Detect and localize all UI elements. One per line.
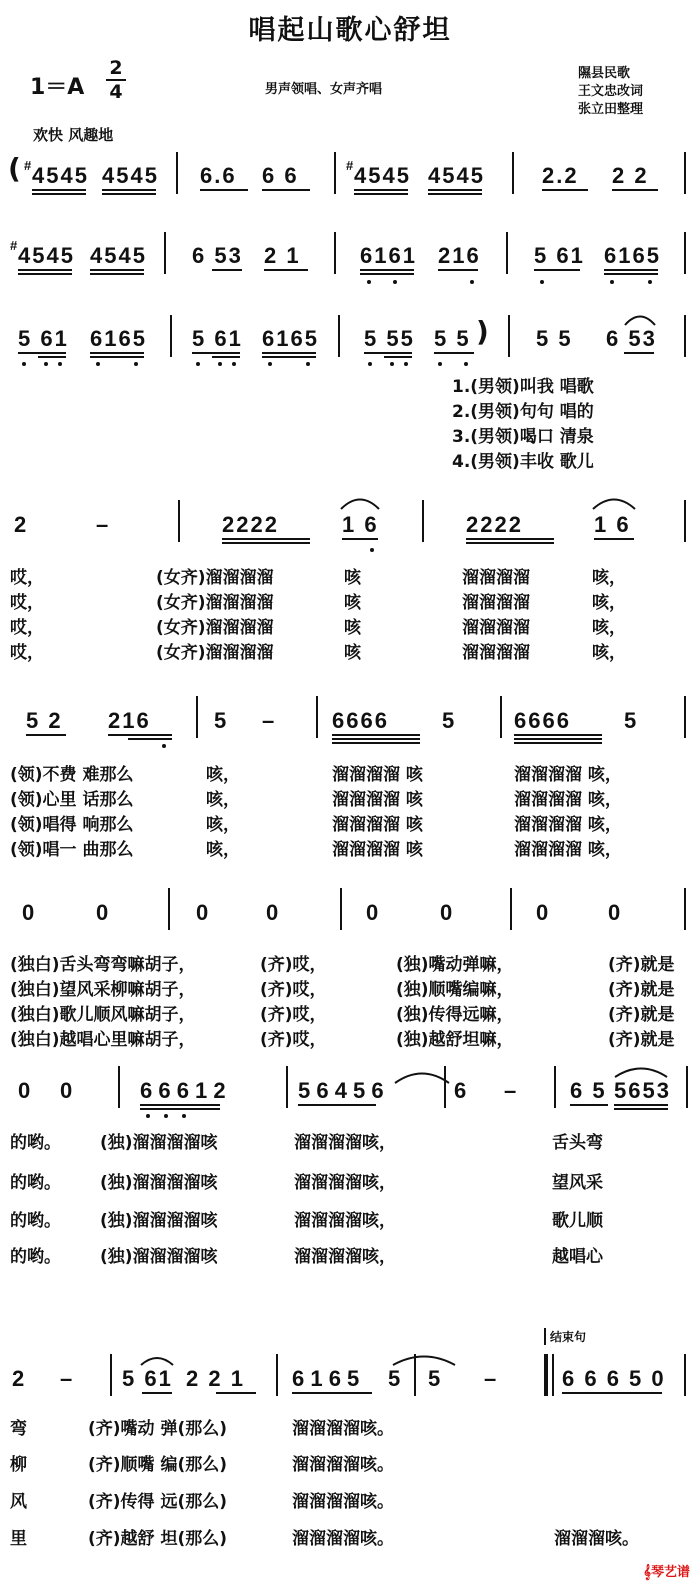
note-group: 5 (442, 708, 457, 733)
bar-line (178, 500, 180, 542)
bar-line (684, 232, 686, 274)
bar-line (684, 500, 686, 542)
credit-arranger: 张立田整理 (578, 102, 644, 117)
note-group: 5 55 (364, 326, 415, 351)
note-group: 5 6 4 5 6 (298, 1078, 384, 1103)
note-group: 5653 (614, 1078, 671, 1103)
bar-line (170, 315, 172, 357)
note-group: 5 (388, 1366, 403, 1391)
note-group: 0 (608, 900, 623, 925)
watermark-logo: 𝄞琴艺谱 (643, 1565, 690, 1580)
note-group: – (60, 1366, 75, 1391)
credit-lyricist: 王文忠改词 (578, 84, 644, 99)
note-group: 5 5 (536, 326, 573, 351)
note-group: 6165 (604, 243, 661, 268)
note-group: 2222 (466, 512, 523, 537)
bar-line (164, 232, 166, 274)
slur-arc (624, 312, 656, 326)
note-group: 6161 (360, 243, 417, 268)
sharp-sign: # (10, 238, 20, 253)
note-group: 4545 (102, 163, 159, 188)
bar-line (684, 696, 686, 738)
bar-line (334, 232, 336, 274)
note-group: 0 (366, 900, 381, 925)
qin-logo-icon: 𝄞 (643, 1565, 651, 1580)
note-group: 4545 (90, 243, 147, 268)
bar-line (168, 888, 170, 930)
note-group: 5 61 (534, 243, 585, 268)
note-group: 5 5 (434, 326, 471, 351)
verse-intro-1: 1.(男领)叫我 唱歌 (452, 377, 594, 397)
note-group: 5 2 (26, 708, 63, 733)
note-group: 0 (266, 900, 281, 925)
note-group: 0 (196, 900, 211, 925)
note-group: 5 61 (192, 326, 243, 351)
note-group: 6666 (514, 708, 571, 733)
key-signature: 1＝A (30, 75, 85, 100)
note-group: 6 53 (192, 243, 243, 268)
note-group: 1 6 (594, 512, 631, 537)
note-group: 216 (108, 708, 151, 733)
bar-line (512, 152, 514, 194)
note-group: 6 53 (606, 326, 657, 351)
note-group: 6.6 (200, 163, 237, 188)
slur-arc (614, 1064, 668, 1078)
note-group: 5 (428, 1366, 443, 1391)
note-group: – (262, 708, 277, 733)
note-group: 0 (536, 900, 551, 925)
bar-line (684, 888, 686, 930)
bar-line (506, 232, 508, 274)
note-group: 2 (14, 512, 29, 537)
note-group: 0 (440, 900, 455, 925)
note-group: – (96, 512, 111, 537)
time-signature: 2 4 (106, 58, 126, 102)
page-title: 唱起山歌心舒坦 (248, 15, 452, 46)
note-group: 4545 (18, 243, 75, 268)
note-group: 1 6 (342, 512, 379, 537)
end-phrase-label: 结束句 (544, 1328, 586, 1345)
note-group: 2 (12, 1366, 27, 1391)
note-group: 6 6 6 1 2 (140, 1078, 226, 1103)
double-bar-line (544, 1354, 548, 1396)
bar-line (510, 888, 512, 930)
verse-intro-3: 3.(男领)喝口 清泉 (452, 427, 594, 447)
bar-line (340, 888, 342, 930)
verse-intro-2: 2.(男领)句句 唱的 (452, 402, 594, 422)
slur-arc (592, 494, 636, 510)
bar-line (276, 1354, 278, 1396)
note-group: 4545 (428, 163, 485, 188)
slur-arc (140, 1354, 174, 1366)
bar-line (286, 1066, 288, 1108)
bar-line (444, 1066, 446, 1108)
note-group: 0 (18, 1078, 33, 1103)
performance-note: 男声领唱、女声齐唱 (265, 82, 383, 97)
bar-line (422, 500, 424, 542)
tempo-marking: 欢快 风趣地 (33, 126, 114, 144)
bar-line (414, 1354, 416, 1396)
note-group: 6 1 6 5 (292, 1366, 360, 1391)
note-group: 6165 (90, 326, 147, 351)
bar-line (684, 315, 686, 357)
bar-line (508, 315, 510, 357)
sharp-sign: # (24, 158, 34, 173)
note-group: 216 (438, 243, 481, 268)
verse-intro-4: 4.(男领)丰收 歌儿 (452, 452, 594, 472)
tie-arc (394, 1068, 450, 1084)
bar-line (686, 1066, 688, 1108)
note-group: 5 61 (122, 1366, 173, 1391)
note-group: 6 (454, 1078, 469, 1103)
note-group: 2 2 (612, 163, 649, 188)
bar-line (338, 315, 340, 357)
sharp-sign: # (346, 158, 356, 173)
note-group: 5 (624, 708, 639, 733)
bar-line (552, 1354, 554, 1396)
bar-line (334, 152, 336, 194)
note-group: 0 (60, 1078, 75, 1103)
note-group: 4545 (354, 163, 411, 188)
bar-line (554, 1066, 556, 1108)
note-group: 2.2 (542, 163, 579, 188)
note-group: – (504, 1078, 519, 1103)
note-group: 6165 (262, 326, 319, 351)
note-group: – (484, 1366, 499, 1391)
bar-line (176, 152, 178, 194)
slur-arc (340, 494, 380, 510)
note-group: 2222 (222, 512, 279, 537)
note-group: 2 1 (264, 243, 301, 268)
repeat-open-paren: ( (8, 152, 21, 185)
note-group: 5 (214, 708, 229, 733)
bar-line (684, 1354, 686, 1396)
bar-line (110, 1354, 112, 1396)
note-group: 6 6 6 5 0 (562, 1366, 666, 1391)
repeat-close-paren: ) (476, 315, 489, 348)
note-group: 4545 (32, 163, 89, 188)
note-group: 6666 (332, 708, 389, 733)
bar-line (500, 696, 502, 738)
bar-line (684, 152, 686, 194)
bar-line (196, 696, 198, 738)
note-group: 6 5 (570, 1078, 607, 1103)
note-group: 5 61 (18, 326, 69, 351)
note-group: 0 (22, 900, 37, 925)
note-group: 0 (96, 900, 111, 925)
tie-arc (392, 1352, 456, 1366)
bar-line (118, 1066, 120, 1108)
note-group: 2 2 1 (186, 1366, 245, 1391)
credit-origin: 隰县民歌 (578, 66, 631, 81)
note-group: 6 6 (262, 163, 299, 188)
bar-line (316, 696, 318, 738)
